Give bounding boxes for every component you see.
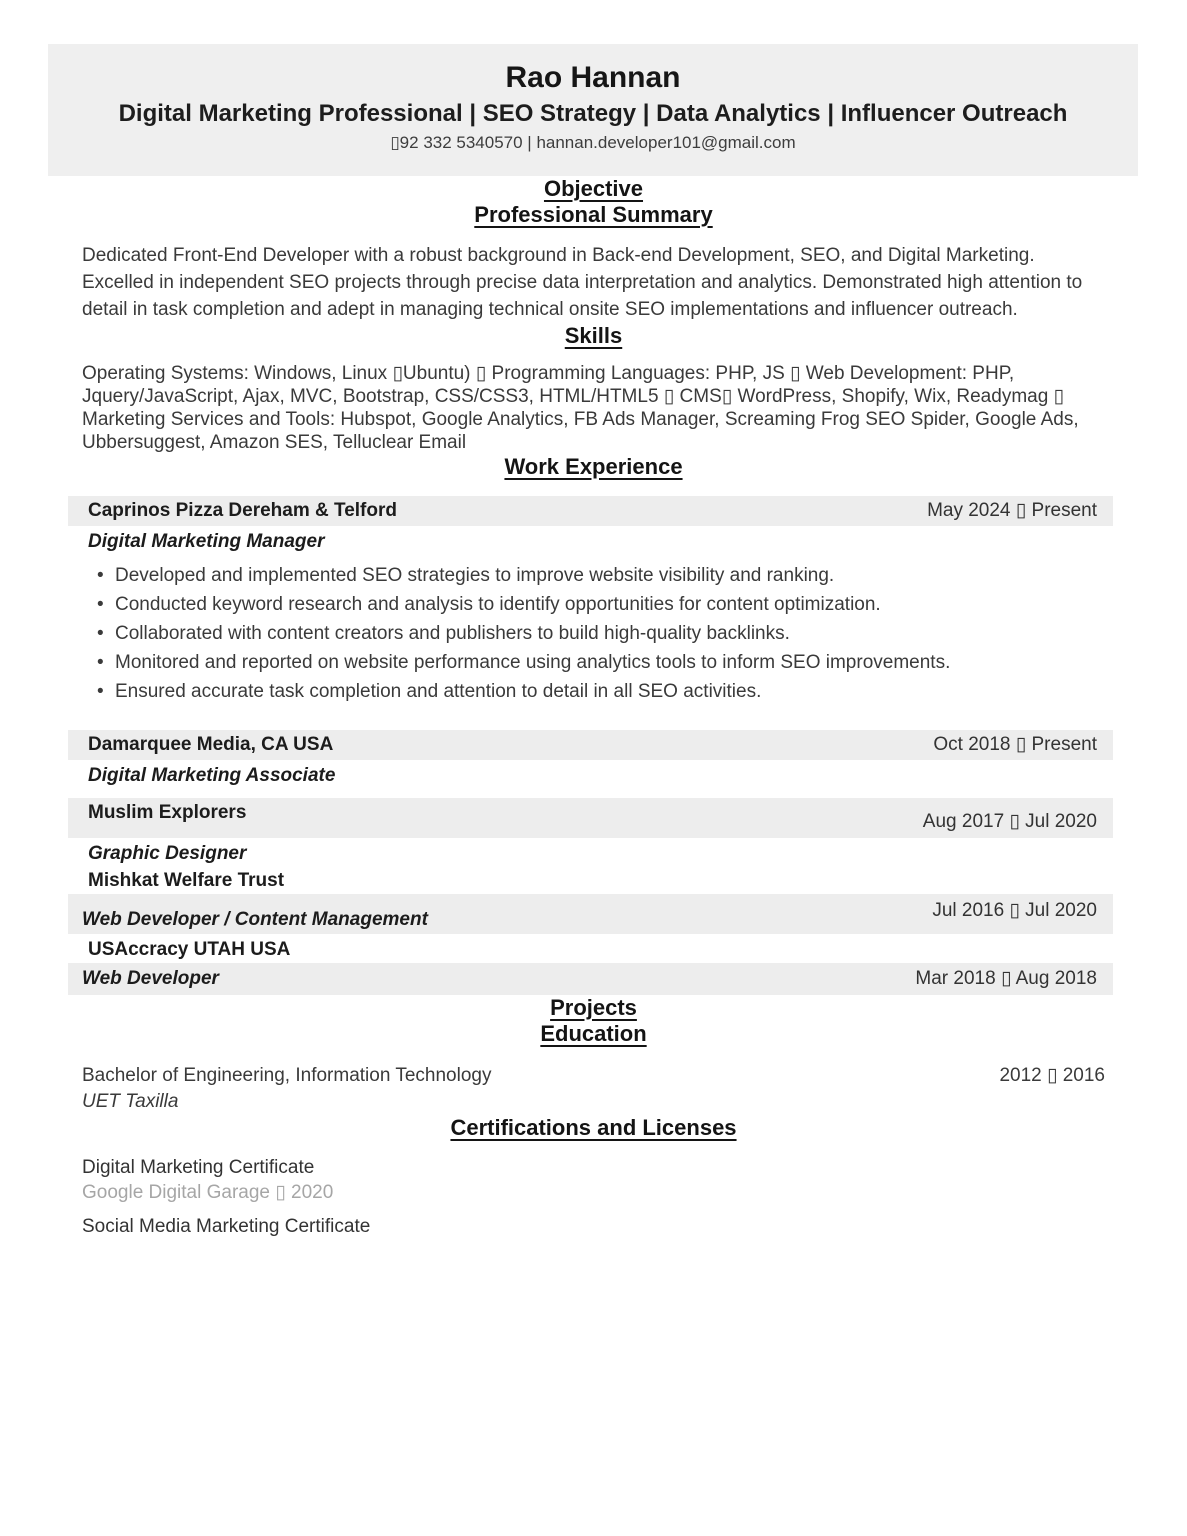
job-entry-usaccracy: [82, 937, 1105, 995]
professional-summary-text: Dedicated Front-End Developer with a robust background in Back-end Development, SEO, and Digital Marketing. Excelled in independent SEO projects through precise data interpretation and analytics. Demonstrated high attention to detail in task completion and adept in managing technical onsite SEO implementations and influencer outreach.: [82, 245, 1083, 320]
certification-name: Digital Marketing Certificate: [82, 1157, 315, 1178]
education-school: UET Taxilla: [82, 1091, 179, 1112]
job-dates: Aug 2017 ▯ Jul 2020: [922, 811, 1097, 832]
certification-name: Social Media Marketing Certificate: [82, 1216, 371, 1237]
job-bullet: • Ensured accurate task completion and attention to detail in all SEO activities.: [115, 677, 1105, 706]
education-dates: 2012 ▯ 2016: [999, 1065, 1105, 1086]
section-heading-skills: Skills: [564, 323, 623, 348]
job-dates: Oct 2018 ▯ Present: [933, 734, 1097, 755]
job-role: Web Developer: [82, 968, 219, 989]
job-role: Digital Marketing Associate: [88, 765, 336, 786]
job-company: Mishkat Welfare Trust: [88, 870, 285, 891]
job-entry-damarquee: [82, 730, 1105, 789]
certification-issuer: Google Digital Garage ▯ 2020: [82, 1182, 334, 1203]
job-company: Caprinos Pizza Dereham & Telford: [88, 500, 397, 521]
job-dates: Jul 2016 ▯ Jul 2020: [932, 900, 1097, 921]
education-row: [82, 1063, 1105, 1089]
skills-text: Operating Systems: Windows, Linux ▯Ubuntu) ▯ Programming Languages: PHP, JS ▯ Web Development: PHP, Jquery/JavaScript, Ajax, MVC, Bootstrap, CSS/CSS3, HTML/HTML5 ▯ CMS▯ WordPress, Shopify, Wix, Readymag ▯ Marketing Services and Tools: Hubspot, Google Analytics, FB Ads Manager, Screaming Frog SEO Spider, Google Ads, Ubbersuggest, Amazon SES, Telluclear Email: [82, 363, 1079, 453]
section-heading-professional-summary: Professional Summary: [474, 202, 713, 227]
job-bullet: • Conducted keyword research and analysis to identify opportunities for content optimization.: [115, 590, 1105, 619]
section-heading-objective: Objective: [543, 176, 644, 201]
job-role: Graphic Designer: [88, 843, 247, 864]
job-entry-caprinos: [82, 496, 1105, 706]
section-heading-certifications: Certifications and Licenses: [450, 1115, 737, 1140]
job-dates: Mar 2018 ▯ Aug 2018: [915, 968, 1097, 989]
resume-body: [82, 176, 1105, 1239]
job-header-row: [68, 730, 1113, 760]
section-heading-education: Education: [540, 1021, 647, 1046]
job-role: Digital Marketing Manager: [88, 531, 325, 552]
job-bullet: • Collaborated with content creators and publishers to build high-quality backlinks.: [115, 619, 1105, 648]
job-entry-mishkat: [82, 868, 1105, 934]
section-heading-work-experience: Work Experience: [504, 454, 683, 479]
job-bullet: • Monitored and reported on website performance using analytics tools to inform SEO improvements.: [115, 648, 1105, 677]
candidate-name: Rao Hannan: [505, 61, 681, 94]
job-entry-muslim-explorers: [82, 798, 1105, 867]
contact-line: ▯92 332 5340570 | hannan.developer101@gmail.com: [390, 133, 796, 152]
job-role: Web Developer / Content Management: [82, 909, 428, 930]
job-company: Damarquee Media, CA USA: [88, 734, 334, 755]
job-bullet: • Developed and implemented SEO strategies to improve website visibility and ranking.: [115, 561, 1105, 590]
job-company: USAccracy UTAH USA: [88, 939, 291, 960]
job-title-row: [68, 963, 1113, 995]
job-company: Muslim Explorers: [88, 802, 247, 823]
job-header-row: [68, 798, 1113, 838]
resume-header: [48, 44, 1138, 176]
education-degree: Bachelor of Engineering, Information Technology: [82, 1065, 492, 1086]
job-bullet-list: [82, 561, 1105, 706]
job-header-row: [68, 496, 1113, 526]
section-heading-projects: Projects: [550, 995, 637, 1020]
job-dates: May 2024 ▯ Present: [927, 500, 1097, 521]
job-title-row: [68, 894, 1113, 934]
candidate-tagline: Digital Marketing Professional | SEO Strategy | Data Analytics | Influencer Outreach: [118, 100, 1068, 127]
